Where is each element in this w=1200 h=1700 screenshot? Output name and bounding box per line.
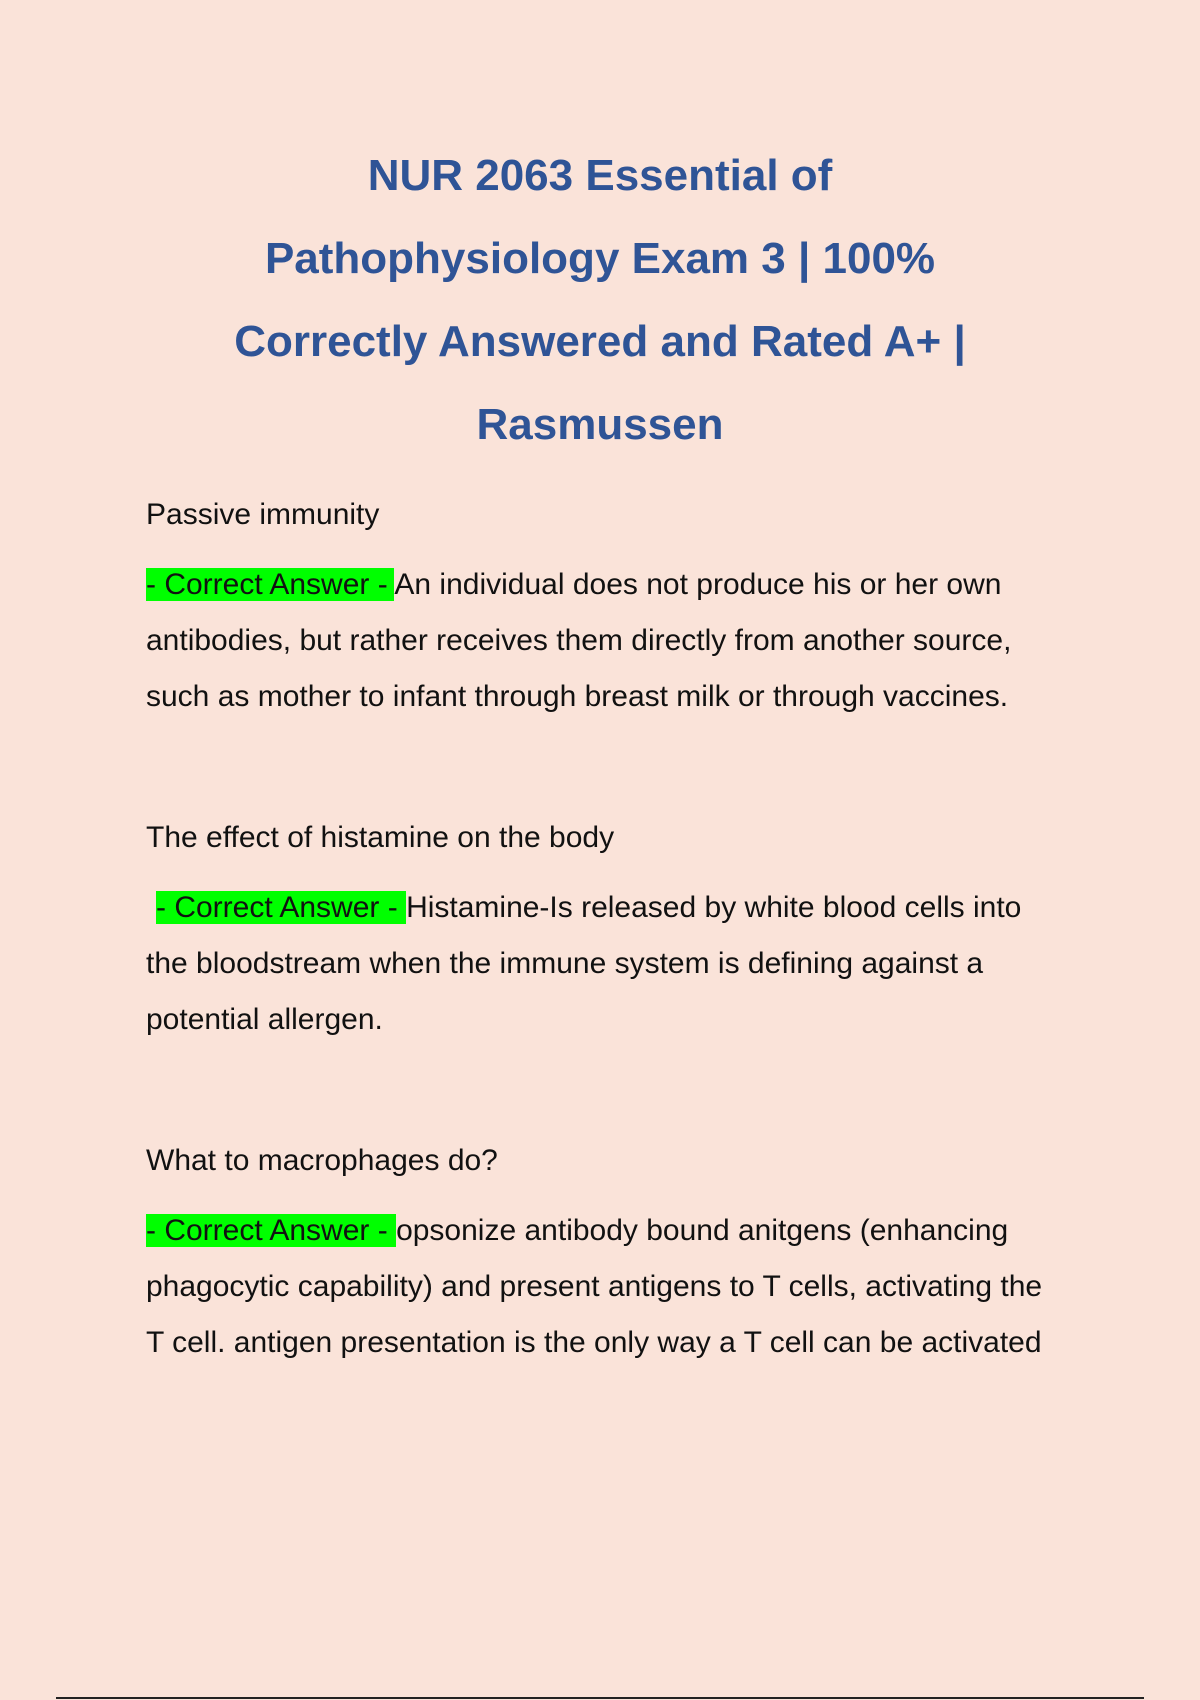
footer-divider (56, 1697, 1144, 1699)
qa-item-macrophages (146, 1136, 1066, 1371)
answer-paragraph (146, 557, 1066, 725)
answer-paragraph (146, 1203, 1066, 1371)
title-line-4: Rasmussen (476, 400, 724, 449)
title-line-2: Pathophysiology Exam 3 | 100% (264, 234, 936, 283)
document-title (146, 134, 1054, 466)
answer-text: Histamine-Is released by white blood cells into the bloodstream when the immune system is defining against a potential allergen. (146, 891, 1022, 1036)
question-text: The effect of histamine on the body (146, 821, 615, 854)
qa-item-histamine (146, 813, 1066, 1048)
question-text: What to macrophages do? (146, 1144, 498, 1177)
document-body (146, 490, 1066, 1459)
answer-text: An individual does not produce his or her own antibodies, but rather receives them directly from another source, such as mother to infant through breast milk or through vaccines. (146, 568, 1012, 713)
answer-text: opsonize antibody bound anitgens (enhancing phagocytic capability) and present antigens to T cells, activating the T cell. antigen presentation is the only way a T cell can be activated (146, 1214, 1043, 1359)
title-line-3: Correctly Answered and Rated A+ | (234, 317, 966, 366)
qa-item-passive-immunity (146, 490, 1066, 725)
question-text: Passive immunity (146, 498, 380, 531)
title-line-1: NUR 2063 Essential of (367, 151, 833, 200)
correct-answer-highlight: - Correct Answer - (146, 1214, 397, 1247)
correct-answer-highlight: - Correct Answer - (156, 891, 407, 924)
correct-answer-highlight: - Correct Answer - (146, 568, 395, 601)
answer-paragraph (146, 880, 1066, 1048)
